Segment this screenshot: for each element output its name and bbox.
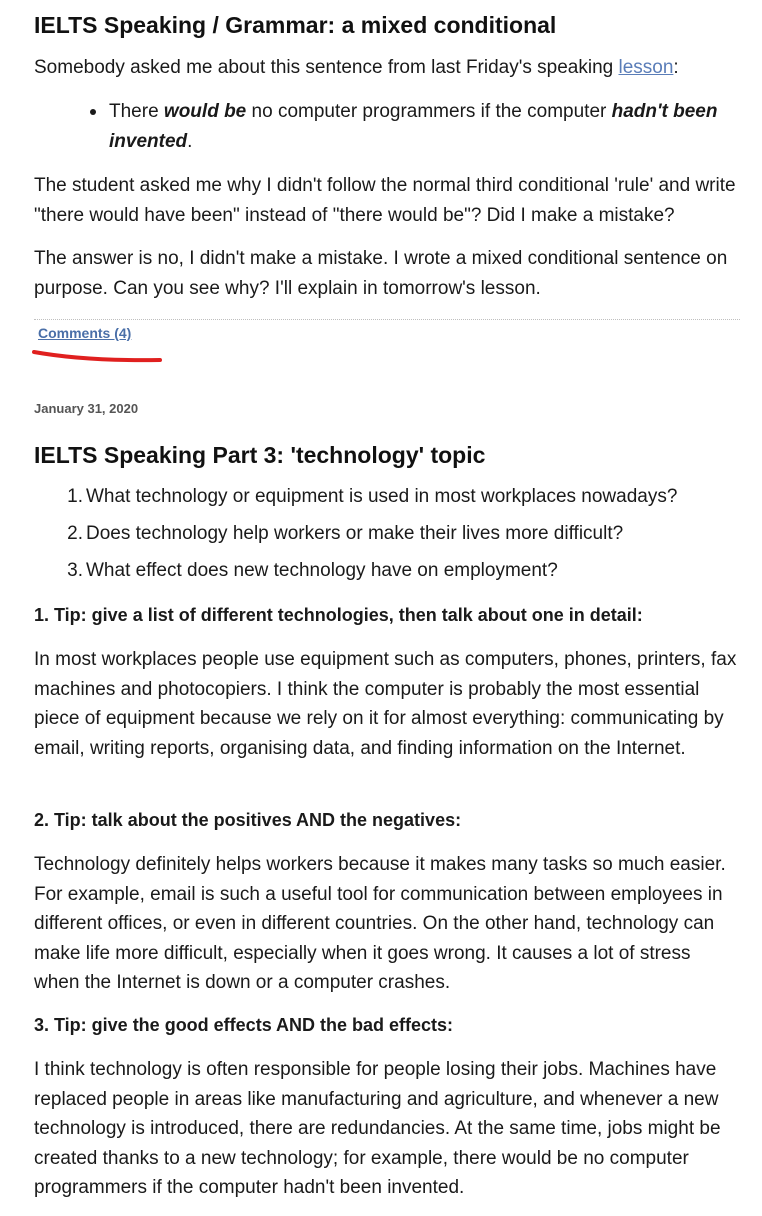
example-sentence: There would be no computer programmers if the computer hadn't been invented.	[109, 97, 729, 156]
post-title: IELTS Speaking Part 3: 'technology' topic	[34, 442, 486, 468]
tip-heading: 2. Tip: talk about the positives AND the negatives:	[34, 810, 462, 830]
question-item: 3. What effect does new technology have on employment?	[67, 560, 558, 581]
post-paragraph: The answer is no, I didn't make a mistake. I wrote a mixed conditional sentence on purpose. Can you see why? I'll explain in tomorrow's lesson.	[34, 248, 728, 299]
comments-link[interactable]: Comments (4)	[38, 325, 132, 341]
post-paragraph: The student asked me why I didn't follow the normal third conditional 'rule' and write "there would have been" instead of "there would be"? Did I make a mistake?	[34, 175, 736, 226]
post-title: IELTS Speaking / Grammar: a mixed conditional	[34, 12, 557, 38]
post-divider	[34, 319, 740, 320]
answer-paragraph: Technology definitely helps workers because it makes many tasks so much easier. For example, email is such a useful tool for communication between employees in different offices, or even in different countries. On the other hand, technology can make life more difficult, especially when it goes wrong. It causes a lot of stress when the Internet is down or a computer crashes.	[34, 854, 726, 993]
tip-heading: 1. Tip: give a list of different technologies, then talk about one in detail:	[34, 605, 643, 625]
lesson-link[interactable]: lesson	[618, 57, 674, 78]
post-date: January 31, 2020	[34, 401, 139, 416]
example-sentence-list	[34, 97, 729, 156]
question-item: 2. Does technology help workers or make their lives more difficult?	[67, 523, 624, 544]
answer-paragraph: I think technology is often responsible for people losing their jobs. Machines have replaced people in areas like manufacturing and agriculture, and whenever a new technology is introduced, there are redundancies. At the same time, jobs might be created thanks to a new technology; for example, there would be no computer programmers if the computer hadn't been invented.	[34, 1059, 721, 1198]
post-intro: Somebody asked me about this sentence from last Friday's speaking lesson:	[34, 57, 679, 78]
question-item: 1. What technology or equipment is used in most workplaces nowadays?	[67, 486, 678, 507]
red-underline-annotation	[32, 345, 164, 367]
tip-heading: 3. Tip: give the good effects AND the bad effects:	[34, 1015, 454, 1035]
question-list	[34, 482, 740, 593]
answer-paragraph: In most workplaces people use equipment such as computers, phones, printers, fax machines and photocopiers. I think the computer is probably the most essential piece of equipment because we rely on it for almost everything: communicating by email, writing reports, organising data, and finding information on the Internet.	[34, 649, 737, 759]
